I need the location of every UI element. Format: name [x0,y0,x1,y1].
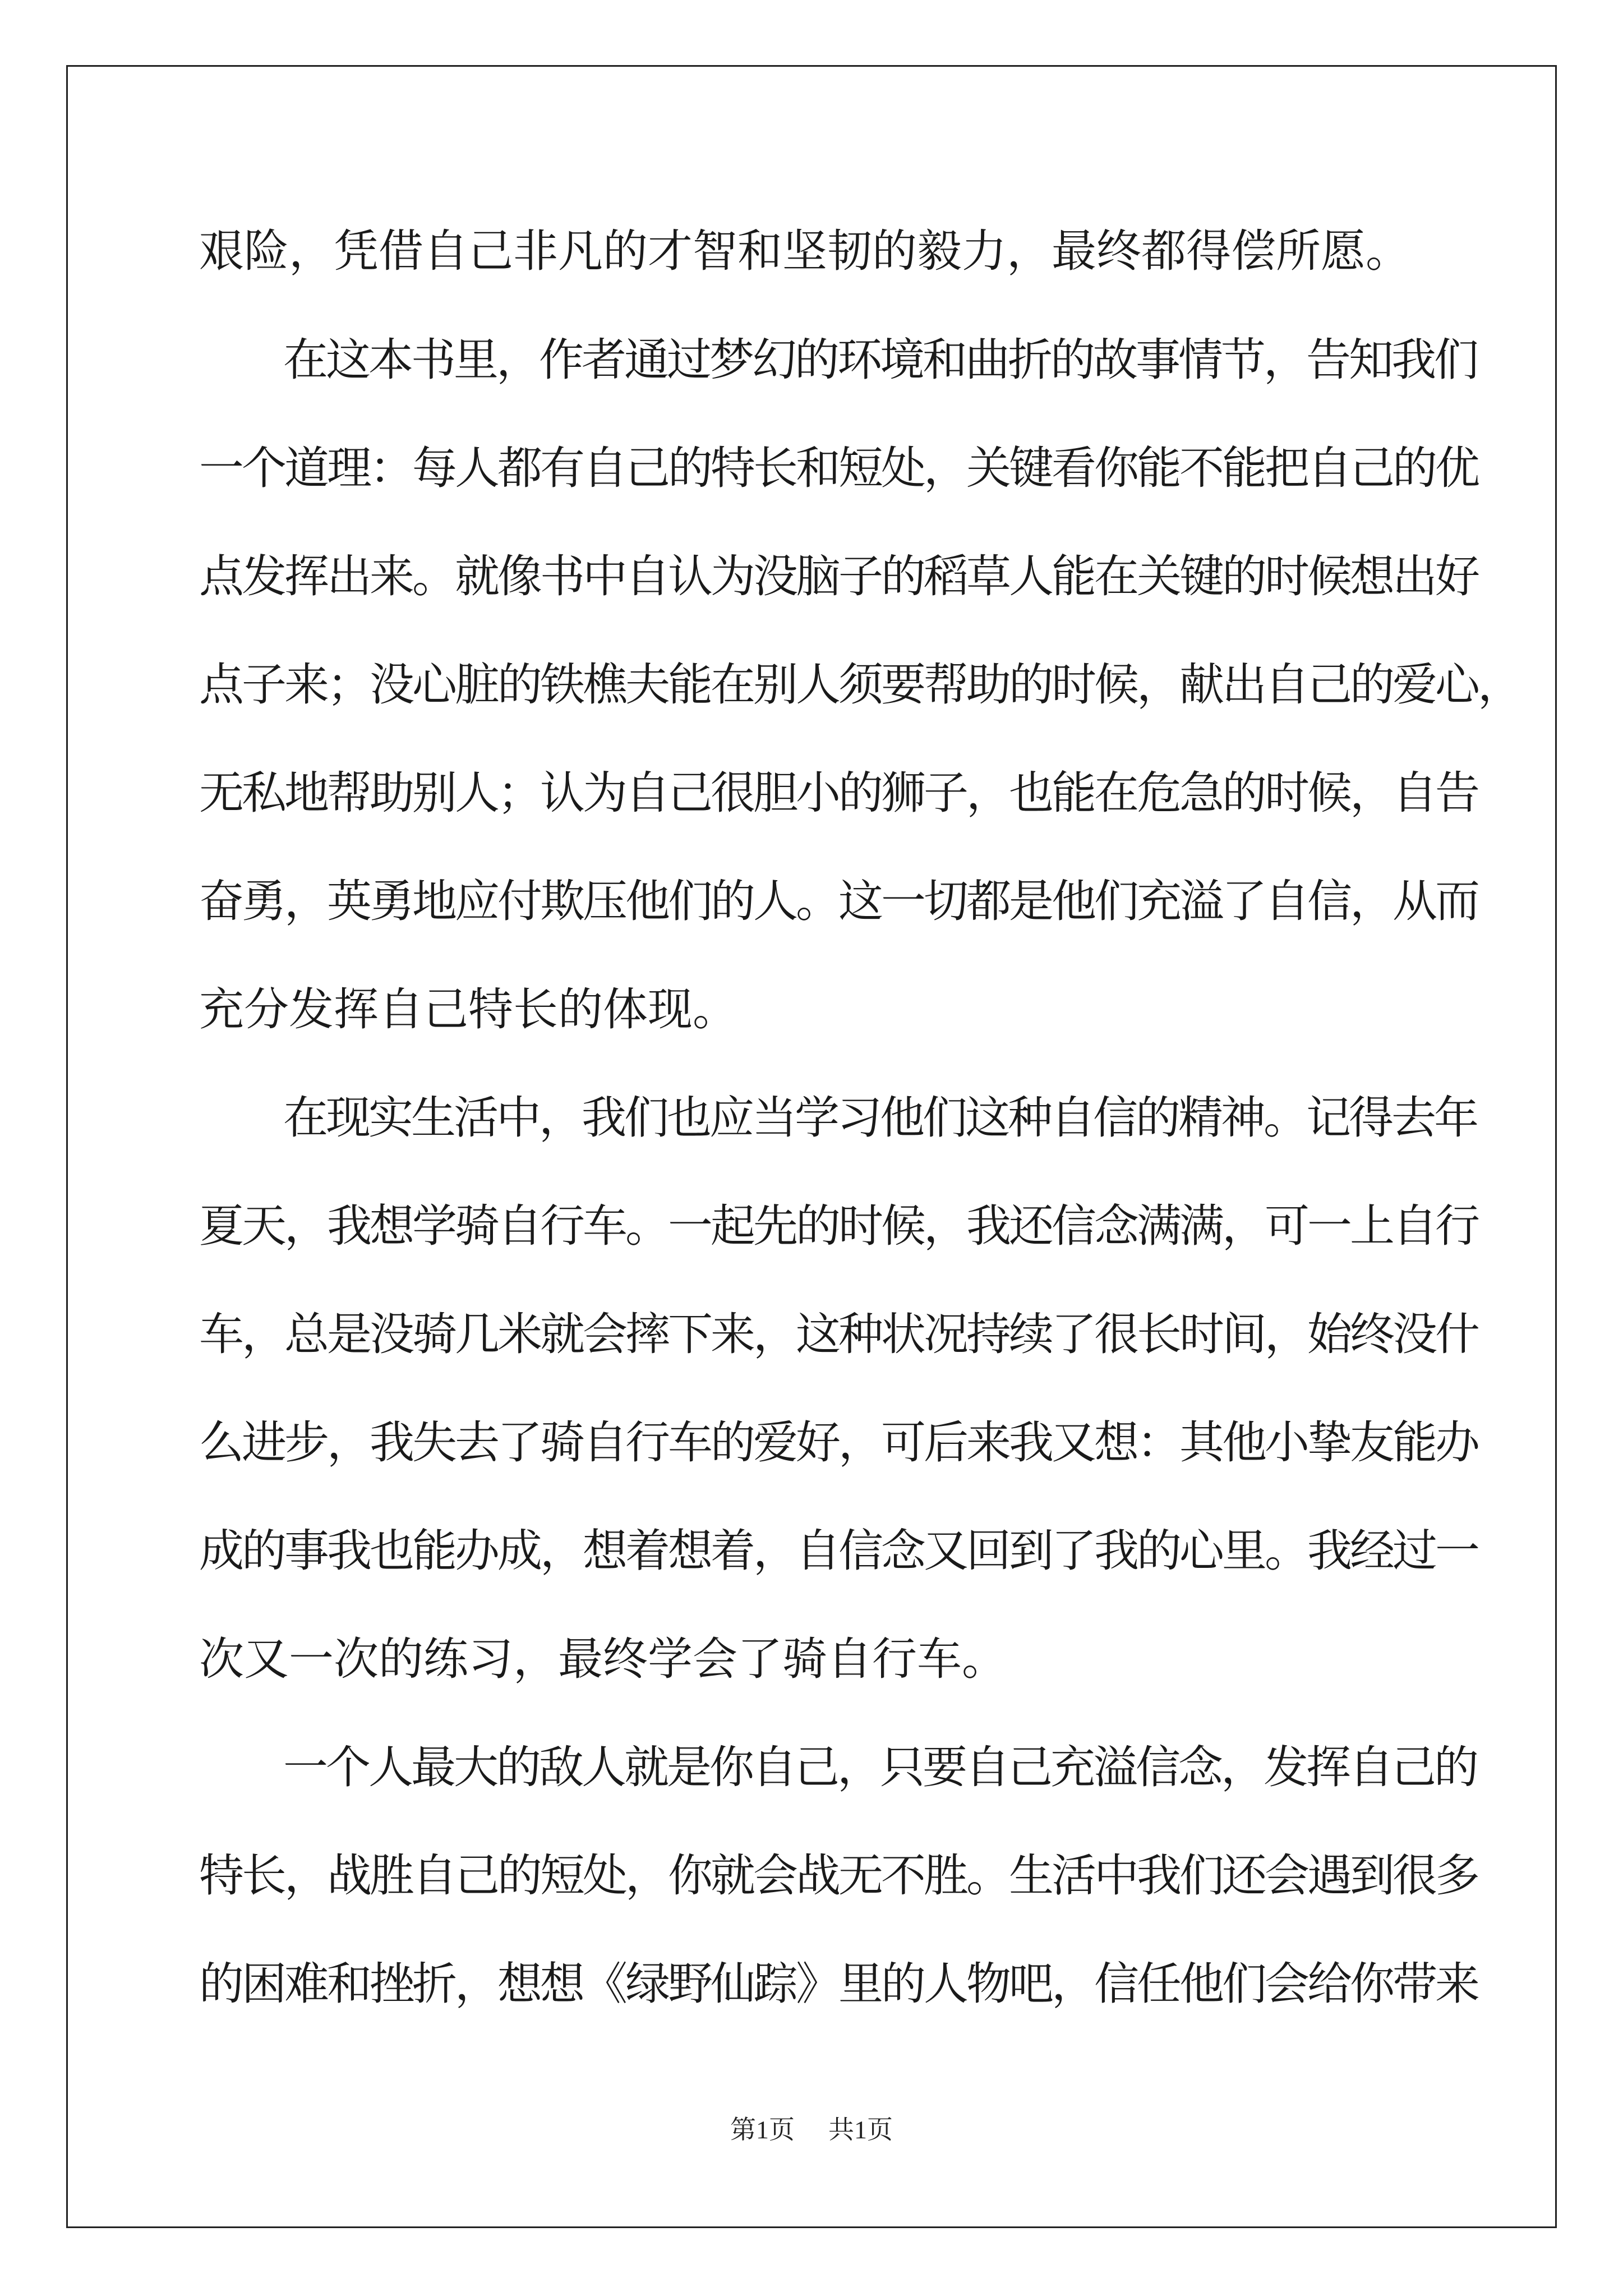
text-line: 充分发挥自己特长的体现。 [199,983,737,1036]
text-line: 一个道理：每人都有自己的特长和短处，关键看你能不能把自己的优 [199,442,1478,494]
page-footer [0,2116,1623,2144]
text-line: 成的事我也能办成，想着想着，自信念又回到了我的心里。我经过一 [199,1525,1478,1577]
text-line: 点子来；没心脏的铁樵夫能在别人须要帮助的时候，献出自己的爱心， [199,659,1520,711]
text-line: 夏天，我想学骑自行车。一起先的时候，我还信念满满，可一上自行 [199,1200,1478,1252]
text-line: 艰险，凭借自己非凡的才智和坚韧的毅力，最终都得偿所愿。 [199,225,1410,277]
text-line: 点发挥出来。就像书中自认为没脑子的稻草人能在关键的时候想出好 [199,550,1478,602]
text-line: 在现实生活中，我们也应当学习他们这种自信的精神。记得去年 [283,1092,1477,1144]
page-total: 共1页 [828,2115,893,2144]
text-line: 车，总是没骑几米就会摔下来，这种状况持续了很长时间，始终没什 [199,1308,1478,1360]
text-line: 一个人最大的敌人就是你自己，只要自己充溢信念，发挥自己的 [283,1741,1477,1793]
text-line: 的困难和挫折，想想《绿野仙踪》里的人物吧，信任他们会给你带来 [199,1958,1478,2010]
text-line: 特长，战胜自己的短处，你就会战无不胜。生活中我们还会遇到很多 [199,1849,1478,1902]
page-number: 第1页 [730,2115,795,2144]
text-line: 在这本书里，作者通过梦幻的环境和曲折的故事情节，告知我们 [283,334,1477,386]
text-line: 么进步，我失去了骑自行车的爱好，可后来我又想：其他小挚友能办 [199,1416,1478,1469]
text-line: 次又一次的练习，最终学会了骑自行车。 [199,1633,1007,1685]
text-line: 无私地帮助别人；认为自己很胆小的狮子，也能在危急的时候，自告 [199,767,1478,819]
text-line: 奋勇，英勇地应付欺压他们的人。这一切都是他们充溢了自信，从而 [199,875,1478,927]
